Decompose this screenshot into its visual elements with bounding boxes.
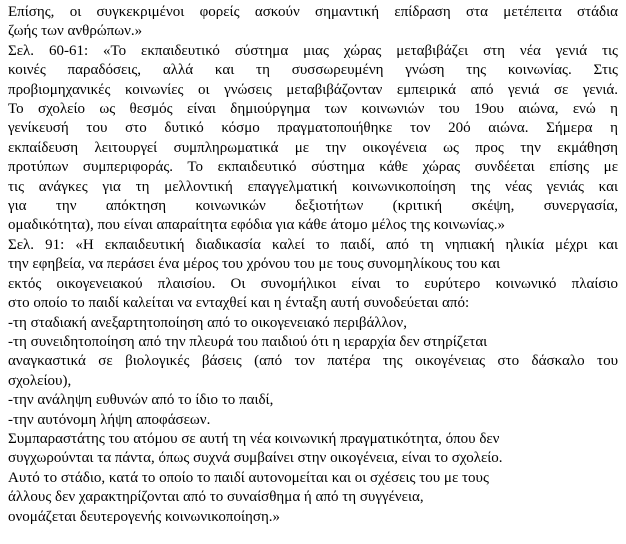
text-line: προβιομηχανικές κοινωνίες οι γνώσεις μεταβιβάζονταν εμπειρικά από γενιά σε γενιά. bbox=[8, 81, 618, 98]
text-line: εκπαίδευση λειτουργεί συμπληρωματικά με την οικογένεια ως προς την εκμάθηση bbox=[8, 139, 618, 156]
text-line: -τη συνειδητοποίηση από την πλευρά του παιδιού ότι η ιεραρχία δεν στηρίζεται bbox=[8, 333, 488, 350]
text-line: Συμπαραστάτης του ατόμου σε αυτή τη νέα κοινωνική πραγματικότητα, όπου δεν bbox=[8, 430, 500, 447]
text-line: γενίκευσή του στο δυτικό κόσμο πραγματοποιήθηκε τον 20ό αιώνα. Σήμερα η bbox=[8, 120, 618, 137]
text-line: για την απόκτηση κοινωνικών δεξιοτήτων (κριτική σκέψη, συνεργασία, bbox=[8, 198, 618, 215]
text-line: άλλους δεν χαρακτηρίζονται από το συναίσθημα ή από τη συγγένεια, bbox=[8, 489, 424, 506]
text-line: ζωής των ανθρώπων.» bbox=[8, 23, 143, 40]
text-line: στο οποίο το παιδί καλείται να ενταχθεί και η ένταξη αυτή συνοδεύεται από: bbox=[8, 295, 470, 312]
text-line: Το σχολείο ως θεσμός είναι δημιούργημα των κοινωνιών του 19ου αιώνα, ενώ η bbox=[8, 101, 618, 118]
text-line: σχολείου), bbox=[8, 372, 72, 389]
text-line: Σελ. 60-61: «Το εκπαιδευτικό σύστημα μιας χώρας μεταβιβάζει στη νέα γενιά τις bbox=[8, 42, 618, 59]
text-line: ονομάζεται δευτερογενής κοινωνικοποίηση.» bbox=[8, 508, 281, 525]
text-line: Επίσης, οι συγκεκριμένοι φορείς ασκούν σημαντική επίδραση στα μετέπειτα στάδια bbox=[8, 4, 618, 20]
text-line: -την ανάληψη ευθυνών από το ίδιο το παιδί, bbox=[8, 392, 274, 409]
text-line: τις ανάγκες για τη μελλοντική επαγγελματική κοινωνικοποίηση της νέας γενιάς και bbox=[8, 178, 618, 195]
text-line: εκτός οικογενειακού πλαισίου. Οι συνομήλικοι είναι το ευρύτερο κοινωνικό πλαίσιο bbox=[8, 275, 618, 292]
text-line: συγχωρούνται τα πάντα, όπως συχνά συμβαίνει στην οικογένεια, είναι το σχολείο. bbox=[8, 450, 503, 467]
text-line: ομαδικότητα), που είναι απαραίτητα εφόδια για κάθε άτομο μέλος της κοινωνίας.» bbox=[8, 217, 505, 234]
text-line: -την αυτόνομη λήψη αποφάσεων. bbox=[8, 411, 211, 428]
text-line: αναγκαστικά σε βιολογικές βάσεις (από τον πατέρα της οικογένειας στο δάσκαλο του bbox=[8, 353, 618, 370]
text-line: την εφηβεία, να περάσει ένα μέρος του χρόνου του με τους συνομηλίκους του και bbox=[8, 256, 501, 273]
text-line: Αυτό το στάδιο, κατά το οποίο το παιδί αυτονομείται και οι σχέσεις του με τους bbox=[8, 469, 489, 486]
text-line: κοινές παραδόσεις, αλλά και τη συσσωρευμένη γνώση της κοινωνίας. Στις bbox=[8, 62, 618, 79]
text-line: προτύπων συμπεριφοράς. Το εκπαιδευτικό σύστημα κάθε χώρας συνδέεται επίσης με bbox=[8, 159, 618, 176]
text-line: Σελ. 91: «Η εκπαιδευτική διαδικασία καλεί το παιδί, από τη νηπιακή ηλικία μέχρι και bbox=[8, 236, 618, 253]
document-text-block bbox=[8, 3, 618, 527]
text-line: -τη σταδιακή ανεξαρτητοποίηση από το οικογενειακό περιβάλλον, bbox=[8, 314, 407, 331]
